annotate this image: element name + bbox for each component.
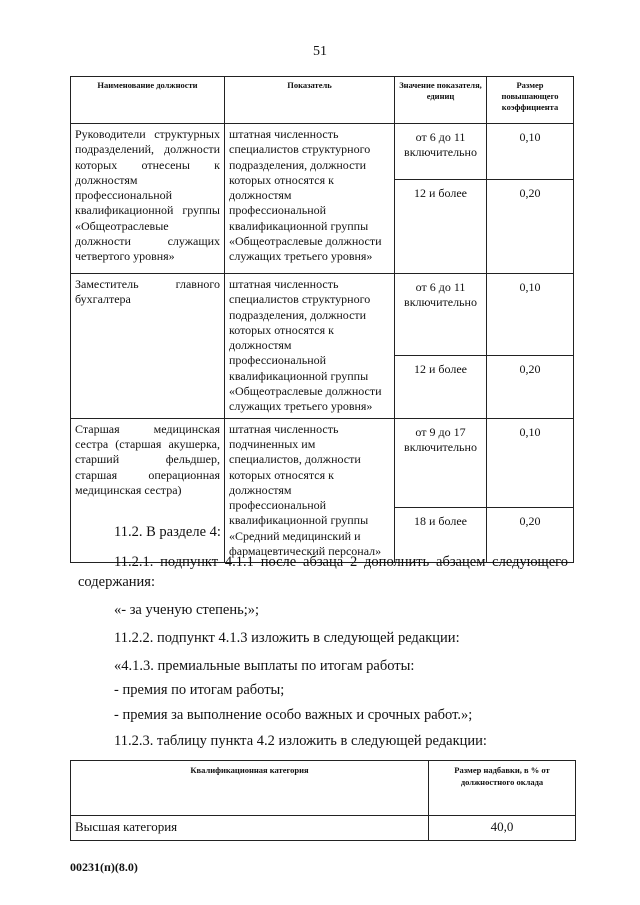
value-cell: 12 и более [395, 180, 487, 274]
paragraph-item-11-2-3: 11.2.3. таблицу пункта 4.2 изложить в следующей редакции: [114, 733, 487, 749]
coefficient-cell: 0,20 [487, 508, 574, 563]
header-coefficient: Размер повышающего коэффициента [487, 77, 574, 124]
header-value: Значение показателя, единиц [395, 77, 487, 124]
table-row [71, 274, 574, 356]
coefficient-cell: 0,10 [487, 274, 574, 356]
category-cell: Высшая категория [71, 816, 429, 841]
coefficient-cell: 0,10 [487, 124, 574, 180]
paragraph-section-heading: 11.2. В разделе 4: [114, 524, 221, 540]
value-cell: 12 и более [395, 355, 487, 418]
position-cell: Руководители структурных подразделений, должности которых отнесены к должностям профессиональной квалификационной группы «Общеотраслевые должности служащих четвертого уровня» [71, 124, 225, 274]
position-cell: Заместитель главного бухгалтера [71, 274, 225, 419]
coefficient-table [70, 76, 574, 563]
value-cell: от 6 до 11 включительно [395, 274, 487, 356]
table-row [71, 816, 576, 841]
document-code: 00231(п)(8.0) [70, 860, 138, 874]
indicator-cell: штатная численность подчиненных им специалистов, должности которых относятся к должностям профессиональной квалификационной группы «Средний медицинский и фармацевтический персонал» [225, 418, 395, 563]
indicator-cell: штатная численность специалистов структурного подразделения, должности которых относятся к должностям профессиональной квалификационной группы «Общеотраслевые должности служащих третьего уровня» [225, 274, 395, 419]
value-cell: от 9 до 17 включительно [395, 418, 487, 508]
value-cell: 18 и более [395, 508, 487, 563]
qualification-table [70, 760, 576, 841]
coefficient-cell: 0,10 [487, 418, 574, 508]
coefficient-cell: 0,20 [487, 180, 574, 274]
page-number: 51 [313, 44, 327, 59]
bonus-cell: 40,0 [429, 816, 576, 841]
indicator-cell: штатная численность специалистов структурного подразделения, должности которых относятся к должностям профессиональной квалификационной группы «Общеотраслевые должности служащих третьего уровня» [225, 124, 395, 274]
table-row [71, 124, 574, 180]
paragraph-quote-degree: «- за ученую степень;»; [114, 602, 260, 618]
paragraph-quote-4-1-3: «4.1.3. премиальные выплаты по итогам работы: [114, 658, 415, 674]
coefficient-cell: 0,20 [487, 355, 574, 418]
table-header-row [71, 77, 574, 124]
paragraph-bonus-urgent: - премия за выполнение особо важных и срочных работ.»; [114, 707, 473, 723]
position-cell: Старшая медицинская сестра (старшая акушерка, старший фельдшер, старшая операционная медицинская сестра) [71, 418, 225, 563]
header-category: Квалификационная категория [71, 761, 429, 816]
header-position: Наименование должности [71, 77, 225, 124]
paragraph-item-11-2-1: 11.2.1. подпункт 4.1.1 после абзаца 2 дополнить абзацем следующего содержания: [78, 554, 568, 590]
paragraph-bonus-results: - премия по итогам работы; [114, 682, 285, 698]
table-row [71, 418, 574, 508]
paragraph-item-11-2-2: 11.2.2. подпункт 4.1.3 изложить в следующей редакции: [114, 630, 460, 646]
header-indicator: Показатель [225, 77, 395, 124]
table-header-row [71, 761, 576, 816]
value-cell: от 6 до 11 включительно [395, 124, 487, 180]
header-bonus: Размер надбавки, в % от должностного оклада [429, 761, 576, 816]
